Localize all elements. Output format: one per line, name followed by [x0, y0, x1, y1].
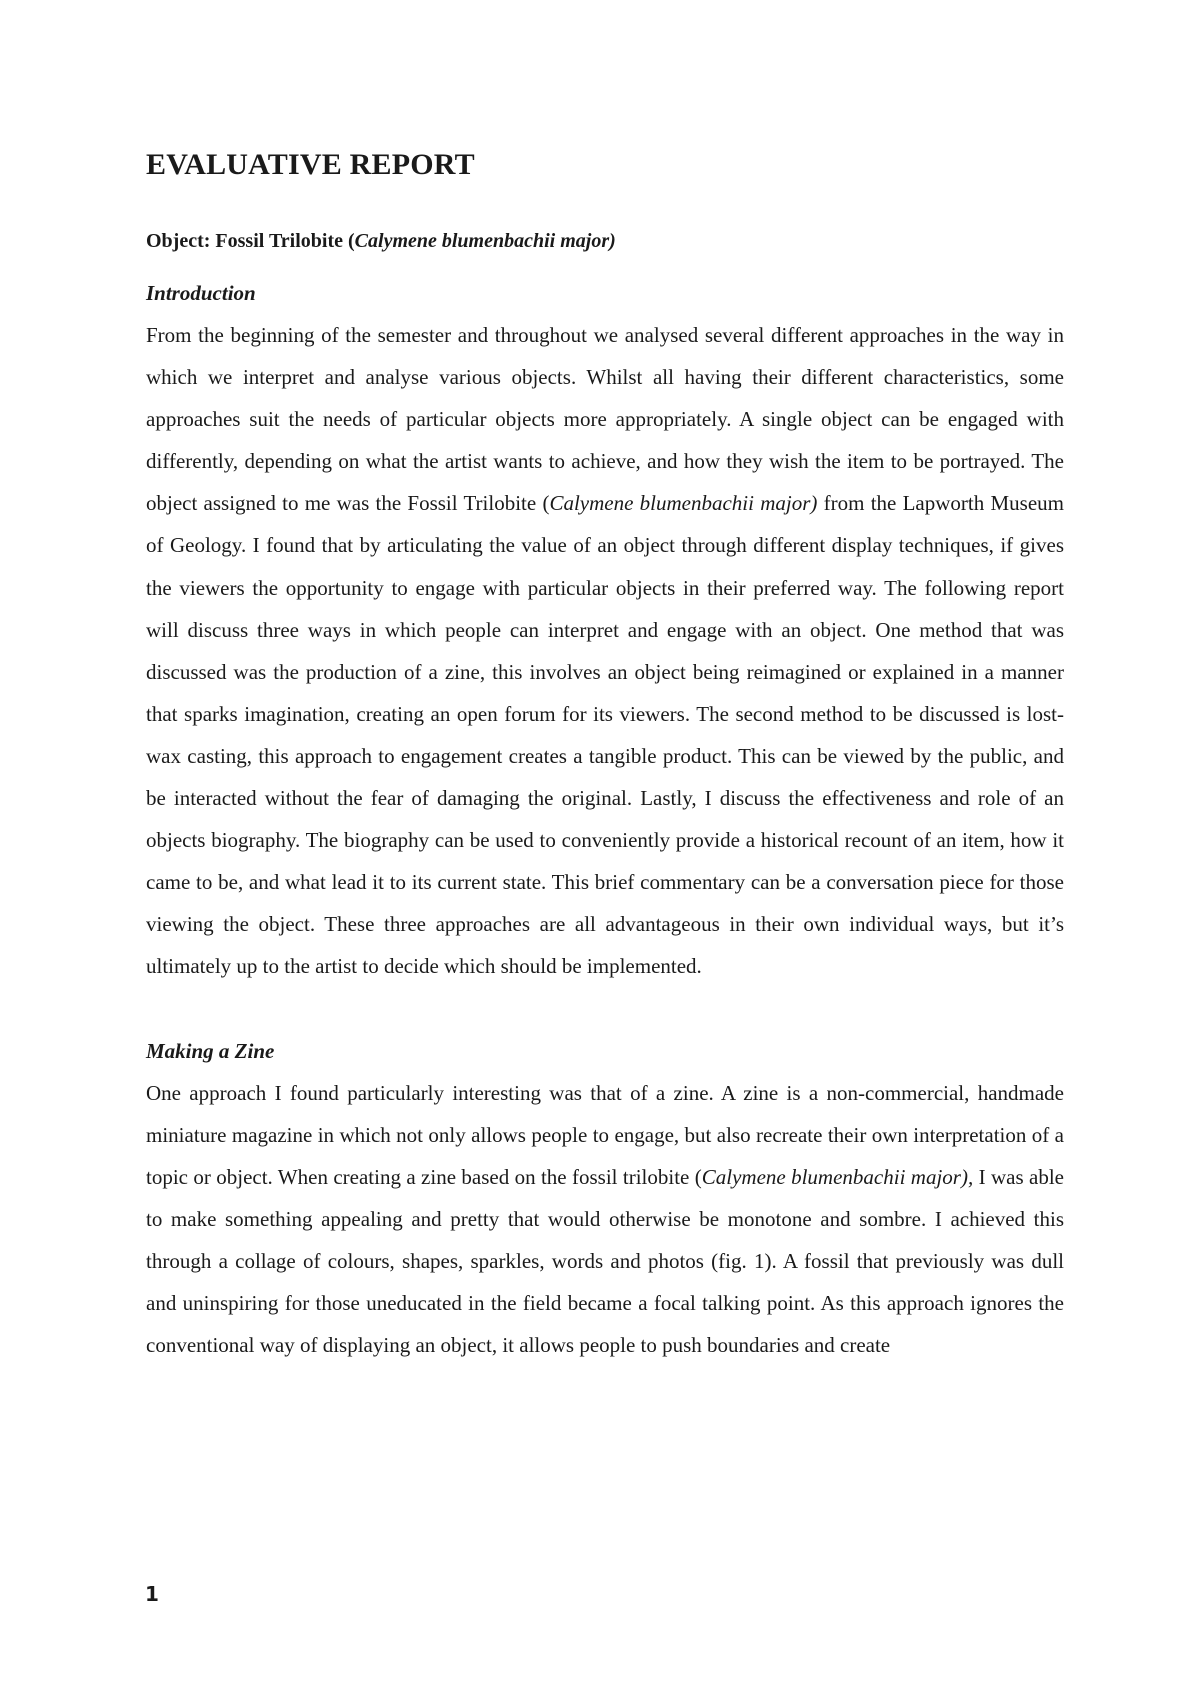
introduction-text-part1: From the beginning of the semester and throughout we analysed several different approaches in the way in which we interpret and analyse various objects. Whilst all having their different characteristics, some approaches suit the needs of particular objects more appropriately. A single object can be engaged with differently, depending on what the artist wants to achieve, and how they wish the item to be portrayed. The object assigned to me was the Fossil Trilobite ( — [146, 323, 1064, 516]
zine-text-species: Calymene blumenbachii major), — [701, 1164, 974, 1189]
introduction-text-part2: from the Lapworth Museum of Geology. I found that by articulating the value of an object through different display techniques, if gives the viewers the opportunity to engage with particular objects in their preferred way. The following report will discuss three ways in which people can interpret and engage with an object. One method that was discussed was the production of a zine, this involves an object being reimagined or explained in a manner that sparks imagination, creating an open forum for its viewers. The second method to be discussed is lost-wax casting, this approach to engagement creates a tangible product. This can be viewed by the public, and be interacted without the fear of damaging the original. Lastly, I discuss the effectiveness and role of an objects biography. The biography can be used to conveniently provide a historical recount of an item, how it came to be, and what lead it to its current state. This brief commentary can be a conversation piece for those viewing the object. These three approaches are all advantageous in their own individual ways, but it’s ultimately up to the artist to decide which should be implemented. — [146, 491, 1064, 979]
zine-text-part1: One approach I found particularly interesting was that of a zine. A zine is a non-commercial, handmade miniature magazine in which not only allows people to engage, but also recreate their own interpretation of a topic or object. When creating a zine based on the fossil trilobite ( — [146, 1080, 1064, 1189]
document-title: EVALUATIVE REPORT — [146, 148, 475, 181]
introduction-heading: Introduction — [146, 281, 256, 305]
introduction-paragraph — [146, 314, 1064, 988]
object-line — [146, 228, 1064, 254]
making-a-zine-paragraph — [146, 1072, 1064, 1367]
document-body — [146, 140, 1064, 1366]
zine-text-part2: I was able to make something appealing and pretty that would otherwise be monotone and sombre. I achieved this through a collage of colours, shapes, sparkles, words and photos (fig. 1). A fossil that previously was dull and uninspiring for those uneducated in the field became a focal talking point. As this approach ignores the conventional way of displaying an object, it allows people to push boundaries and create — [146, 1164, 1064, 1358]
making-a-zine-heading: Making a Zine — [146, 1038, 275, 1063]
object-line-species: Calymene blumenbachii major) — [354, 230, 616, 252]
introduction-text-species: Calymene blumenbachii major) — [549, 491, 818, 516]
page-number: 1 — [145, 1582, 159, 1606]
object-line-prefix: Object: Fossil Trilobite ( — [146, 230, 355, 252]
